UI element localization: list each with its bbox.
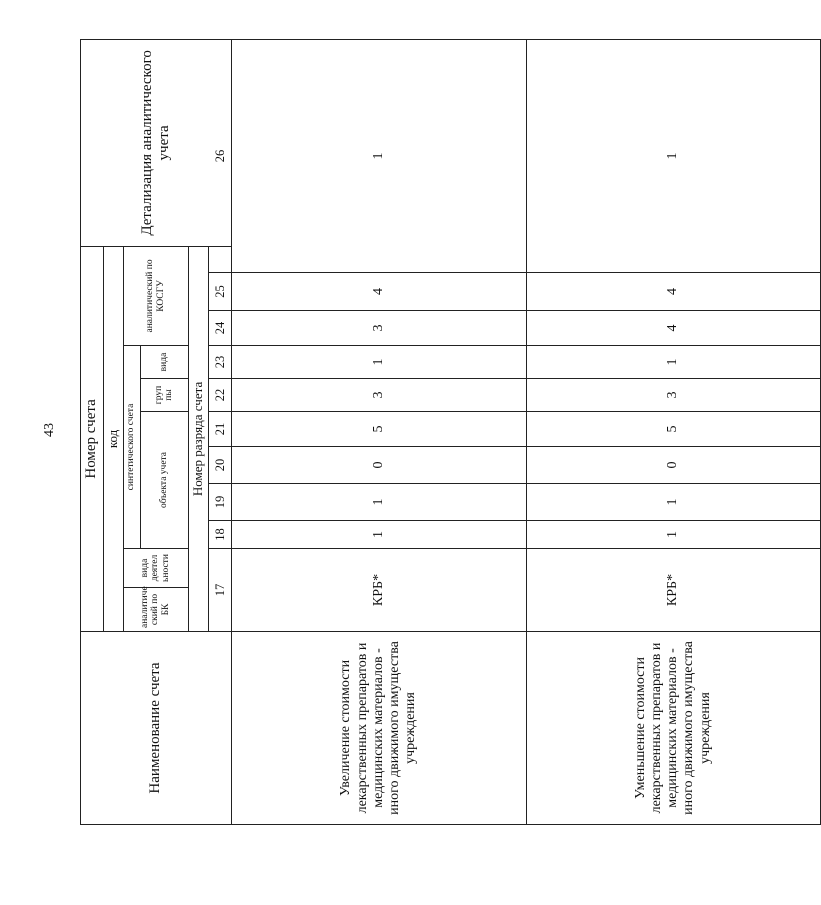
account-name: Увеличение стоимости лекарственных препаратов и медицинских материалов - иного движимого имущества учреждения bbox=[231, 632, 526, 825]
value-cell: 1 bbox=[231, 39, 526, 272]
header-account-number: Номер счета bbox=[81, 246, 104, 631]
header-detail: Детализация аналитического учета bbox=[81, 39, 232, 246]
header-synthetic: синтетического счета bbox=[123, 346, 140, 549]
value-cell: 1 bbox=[526, 39, 821, 272]
accounts-table bbox=[80, 39, 821, 825]
header-kosgu: аналитический по КОСГУ bbox=[123, 246, 188, 345]
column-number: 19 bbox=[208, 484, 231, 521]
header-group: груп пы bbox=[140, 379, 188, 412]
value-cell: 3 bbox=[231, 311, 526, 346]
rotated-table-frame bbox=[80, 40, 713, 825]
value-cell: 1 bbox=[526, 346, 821, 379]
page-number: 43 bbox=[42, 423, 57, 437]
value-cell: 5 bbox=[231, 412, 526, 447]
value-cell: 0 bbox=[231, 447, 526, 484]
value-cell: 1 bbox=[526, 484, 821, 521]
value-cell: 1 bbox=[526, 521, 821, 549]
value-cell: КРБ* bbox=[526, 549, 821, 632]
header-kind: вида bbox=[140, 346, 188, 379]
value-cell: 4 bbox=[231, 273, 526, 311]
header-name: Наименование счета bbox=[81, 632, 232, 825]
column-number: 20 bbox=[208, 447, 231, 484]
value-cell: 3 bbox=[526, 379, 821, 412]
value-cell: 1 bbox=[231, 346, 526, 379]
column-number: 23 bbox=[208, 346, 231, 379]
value-cell: 1 bbox=[231, 521, 526, 549]
value-cell: 1 bbox=[231, 484, 526, 521]
table-row bbox=[231, 39, 526, 824]
header-object: объекта учета bbox=[140, 412, 188, 549]
column-number: 24 bbox=[208, 311, 231, 346]
account-name: Уменьшение стоимости лекарственных препаратов и медицинских материалов - иного движимого имущества учреждения bbox=[526, 632, 821, 825]
value-cell: 4 bbox=[526, 273, 821, 311]
header-code: код bbox=[104, 246, 124, 631]
column-number: 18 bbox=[208, 521, 231, 549]
header-digit-number: Номер разряда счета bbox=[188, 246, 208, 631]
table-row bbox=[526, 39, 821, 824]
rotated-table-inner bbox=[80, 40, 713, 825]
header-row-1 bbox=[81, 39, 104, 824]
column-number: 25 bbox=[208, 273, 231, 311]
value-cell: 4 bbox=[526, 311, 821, 346]
value-cell: 3 bbox=[231, 379, 526, 412]
column-number: 21 bbox=[208, 412, 231, 447]
column-number: 26 bbox=[208, 39, 231, 272]
column-number: 22 bbox=[208, 379, 231, 412]
header-kbk: аналитиче ский по БК bbox=[123, 588, 188, 632]
header-activity: вида деятел ьности bbox=[123, 549, 188, 588]
column-number: 17 bbox=[208, 549, 231, 632]
value-cell: 0 bbox=[526, 447, 821, 484]
value-cell: 5 bbox=[526, 412, 821, 447]
value-cell: КРБ* bbox=[231, 549, 526, 632]
